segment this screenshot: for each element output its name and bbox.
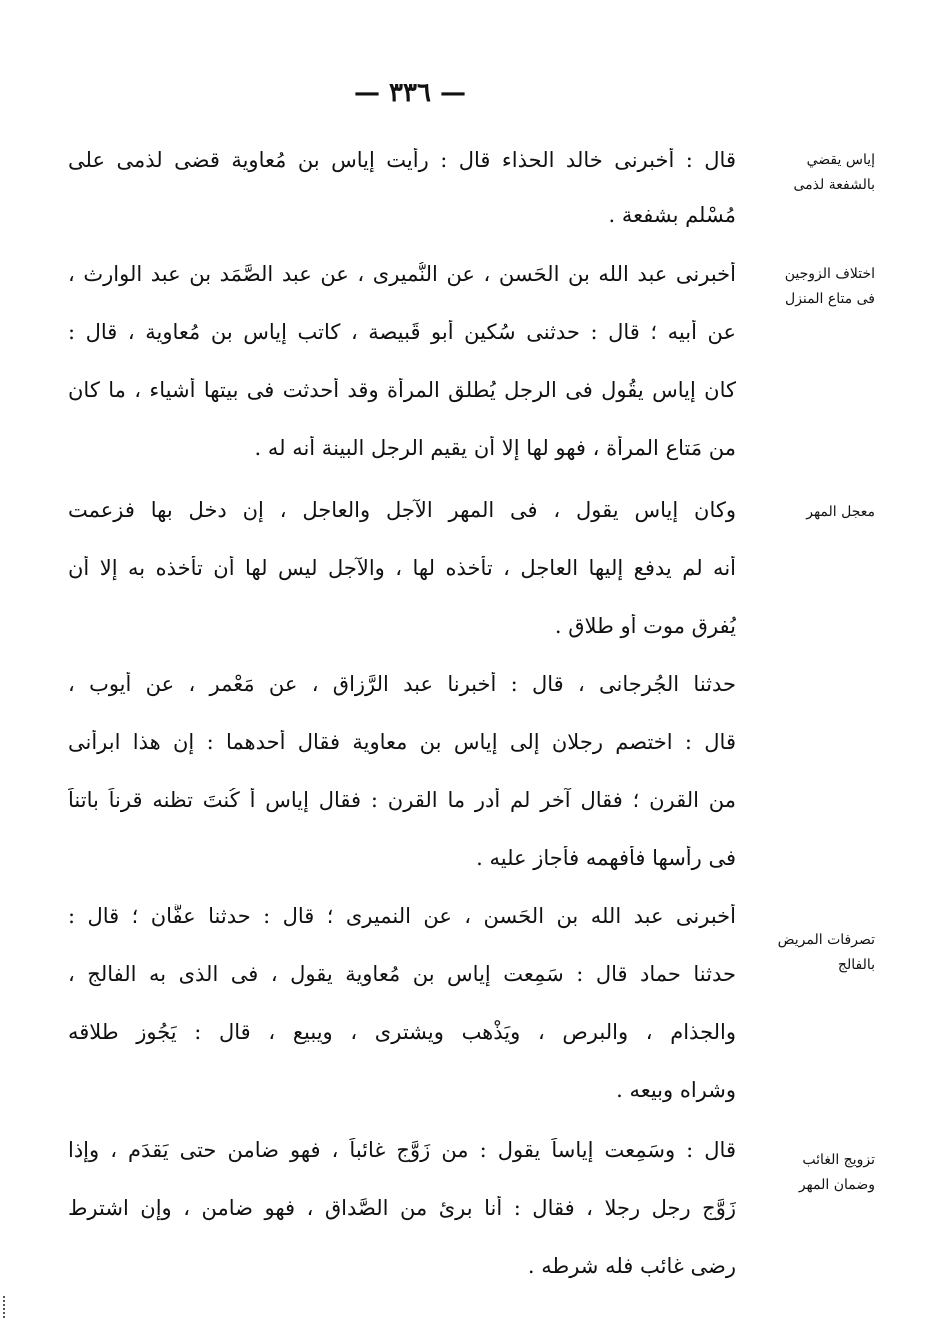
page-edge-mark [3,1296,7,1318]
margin-note-line: تصرفات المريض [777,932,875,948]
text-line: وشراه وبيعه . [616,1078,736,1102]
margin-note-absent-marriage [755,1148,875,1198]
text-line: قال : اختصم رجلان إلى إياس بن معاوية فقال أحدهما : إن هذا ابرأنى [68,730,736,754]
margin-note-line: تزويج الغائب [802,1152,875,1168]
text-line: من مَتاع المرأة ، فهو لها إلا أن يقيم الرجل البينة أنه له . [254,436,736,460]
text-line: حدثنا الجُرجانى ، قال : أخبرنا عبد الرَّزاق ، عن مَعْمر ، عن أيوب ، [68,672,736,696]
text-line: زَوَّج رجل رجلا ، فقال : أنا برئ من الصَّداق ، فهو ضامن ، وإن اشترط [68,1196,736,1220]
text-line: وكان إياس يقول ، فى المهر الآجل والعاجل ، إن دخل بها فزعمت [68,498,736,522]
page-number: — ٣٣٦ — [353,78,467,108]
text-line: فى رأسها فأفهمه فأجاز عليه . [476,846,736,870]
text-line: قال : وسَمِعت إياساً يقول : من زَوَّج غائباً ، فهو ضامن حتى يَقدَم ، وإذا [68,1138,736,1162]
margin-note-dower-advance [755,500,875,525]
text-line: يُفرق موت أو طلاق . [554,614,736,638]
text-line: رضى غائب فله شرطه . [527,1254,736,1278]
text-line: من القرن ؛ فقال آخر لم أدر ما القرن : فقال إياس أ كُنتَ تظنه قرناً باتناً [68,788,736,812]
margin-note-spouses-dispute [755,262,875,312]
margin-note-line: اختلاف الزوجين [784,266,875,282]
margin-note-sick-transactions [755,928,875,978]
text-line: مُسْلم بشفعة . [608,203,736,227]
margin-note-line: بالشفعة لذمى [793,177,875,193]
text-line: والجذام ، والبرص ، ويَذْهب ويشترى ، ويبيع ، قال : يَجُوز طلاقه [68,1020,736,1044]
text-line: أنه لم يدفع إليها العاجل ، تأخذه لها ، والآجل ليس لها أن تأخذه به إلا أن [68,556,736,580]
text-line: عن أبيه ؛ قال : حدثنى سُكين أبو قَبيصة ، كاتب إياس بن مُعاوية ، قال : [68,320,736,344]
text-line: أخبرنى عبد الله بن الحَسن ، عن النميرى ؛ قال : حدثنا عفَّان ؛ قال : [68,904,736,928]
text-line: أخبرنى عبد الله بن الحَسن ، عن النُّميرى ، عن عبد الصَّمَد بن عبد الوارث ، [68,262,736,286]
text-line: كان إياس يقُول فى الرجل يُطلق المرأة وقد أحدثت فى بيتها أشياء ، ما كان [68,378,736,402]
margin-note-line: معجل المهر [806,504,875,520]
margin-note-line: فى متاع المنزل [785,291,875,307]
margin-note-line: إياس يقضي [806,152,875,168]
margin-note-line: وضمان المهر [798,1177,875,1193]
margin-note-line: بالفالج [837,957,875,973]
margin-note-dhimmi-preemption [755,148,875,198]
text-line: قال : أخبرنى خالد الحذاء قال : رأيت إياس بن مُعاوية قضى لذمى على [68,148,736,172]
text-line: حدثنا حماد قال : سَمِعت إياس بن مُعاوية يقول ، فى الذى به الفالج ، [68,962,736,986]
